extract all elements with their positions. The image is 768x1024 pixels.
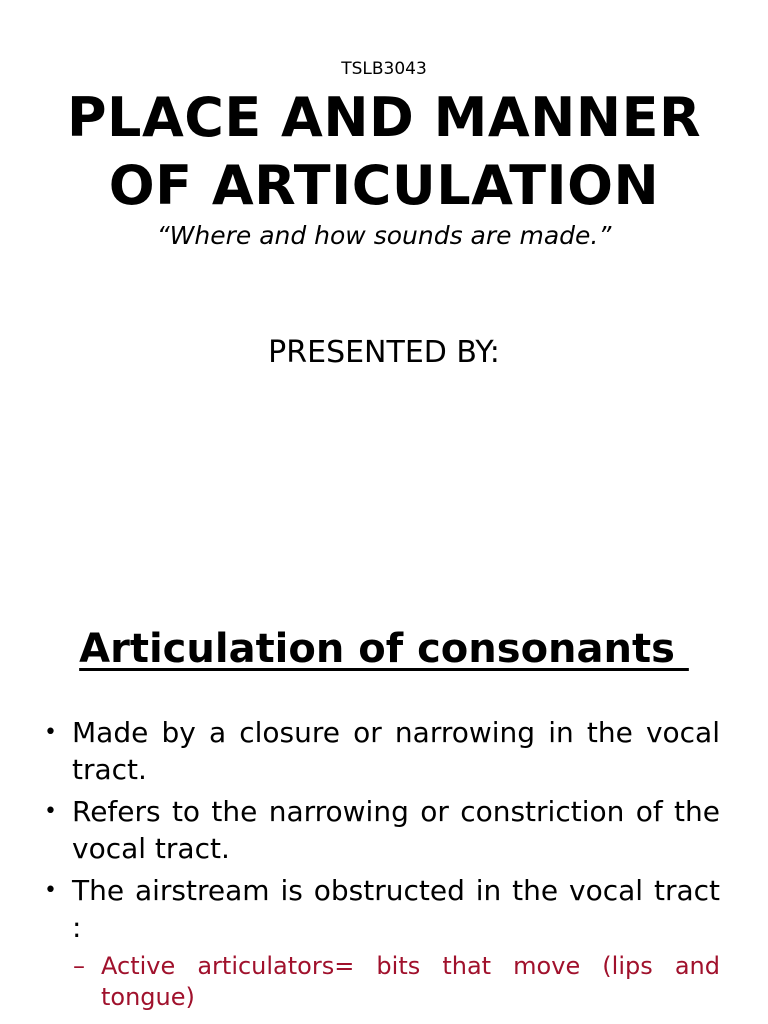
sub-bullet-text: Active articulators= bits that move (lips and tongue) xyxy=(101,952,720,1011)
bullet-icon: • xyxy=(44,799,57,824)
list-item xyxy=(44,793,720,867)
slide-heading-text: Articulation of consonants xyxy=(79,626,689,672)
presented-by-label: PRESENTED BY: xyxy=(268,335,500,370)
list-item xyxy=(44,872,720,946)
bullet-text: Refers to the narrowing or constriction of the vocal tract. xyxy=(72,795,720,865)
bullet-icon: • xyxy=(44,878,57,903)
course-code: TSLB3043 xyxy=(341,59,427,79)
content-slide xyxy=(0,580,768,1024)
slide-title xyxy=(0,84,768,220)
slide-subtitle: “Where and how sounds are made.” xyxy=(156,221,612,250)
sub-list-item xyxy=(73,951,720,1013)
bullet-text: The airstream is obstructed in the vocal tract : xyxy=(72,874,720,944)
slide-heading xyxy=(0,624,768,674)
bullet-list xyxy=(0,714,768,1013)
slide-title-line-1: PLACE AND MANNER xyxy=(66,86,702,149)
bullet-text: Made by a closure or narrowing in the vocal tract. xyxy=(72,716,720,786)
slide-title-line-2: OF ARTICULATION xyxy=(108,154,660,217)
dash-icon: – xyxy=(73,952,85,980)
list-item xyxy=(44,714,720,788)
bullet-icon: • xyxy=(44,720,57,745)
